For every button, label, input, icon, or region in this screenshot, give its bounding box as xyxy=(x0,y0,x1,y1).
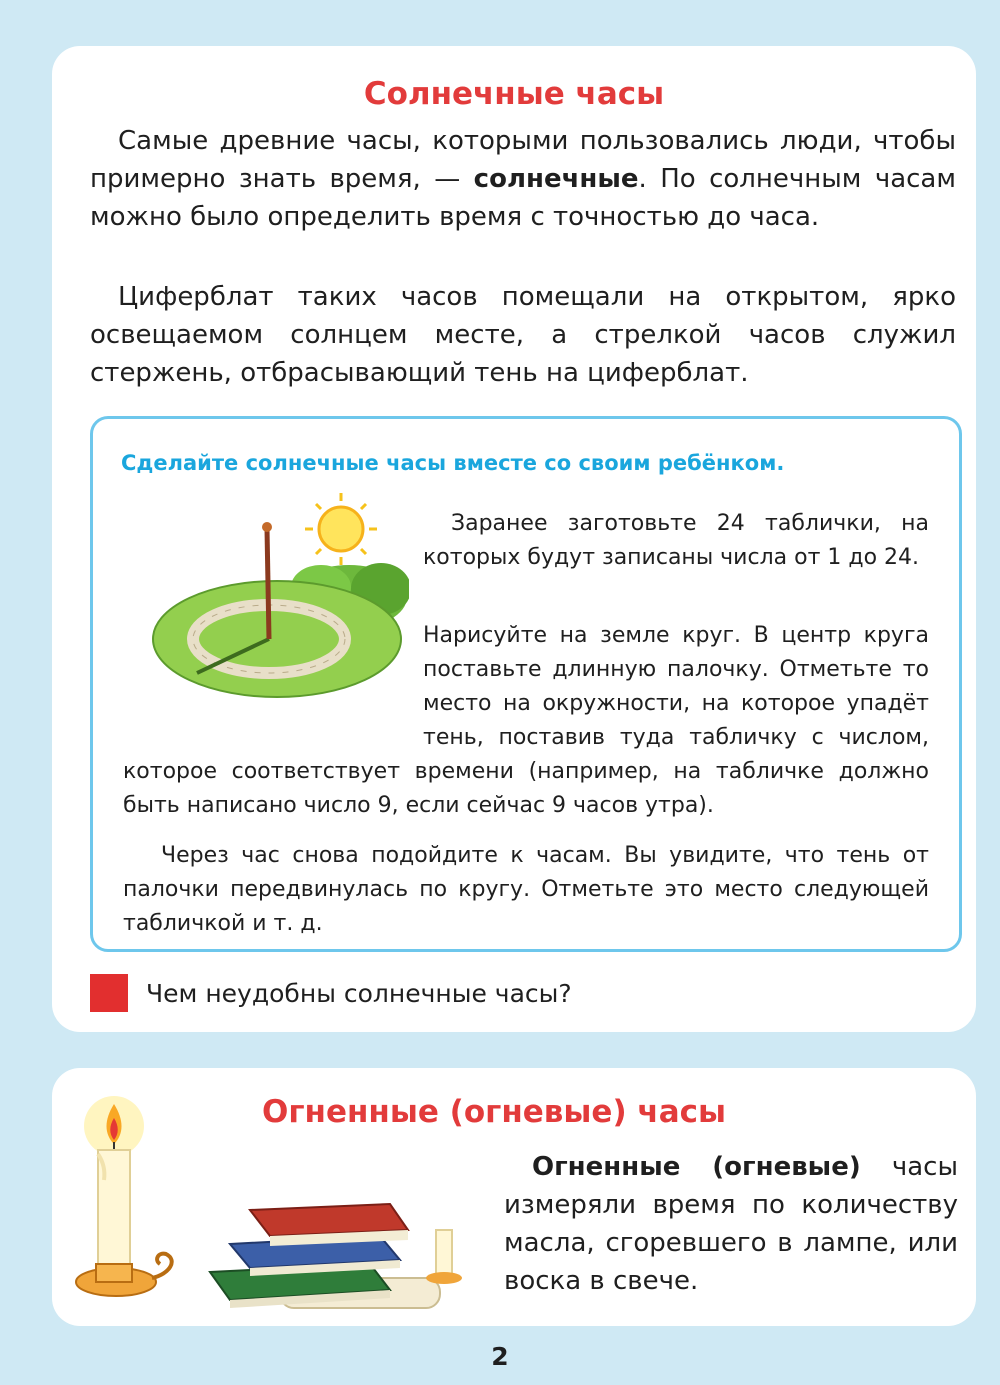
text-span: часы измеряли время по количеству масла, сгоревшего в лампе, или воска в свече. xyxy=(504,1152,958,1296)
page-number: 2 xyxy=(491,1342,509,1371)
fire-clock-section xyxy=(52,1068,976,1326)
section-title: Огненные (огневые) часы xyxy=(261,1094,727,1130)
text-span: Самые древние часы, которыми пользовались люди, чтобы примерно знать время, — xyxy=(90,126,956,194)
question-marker-square xyxy=(90,974,128,1012)
fire-clock-paragraph xyxy=(504,1148,958,1300)
activity-box xyxy=(90,416,962,952)
section-title: Солнечные часы xyxy=(363,76,665,112)
activity-paragraph-2 xyxy=(123,619,929,823)
illustration-spacer xyxy=(123,619,423,723)
text-span: Нарисуйте на земле круг. В центр круга поставьте длинную палочку. Отметьте то место на окружности, на которое упадёт тень, поставив туда табличку с числом, которое соответствует времени (например, на табличке должно быть написано число 9, если сейчас 9 часов утра). xyxy=(123,623,929,818)
bold-term: Огненные (огневые) xyxy=(532,1152,861,1182)
activity-paragraph-1: Заранее заготовьте 24 таблички, на которых будут записаны числа от 1 до 24. xyxy=(423,511,929,570)
dial-paragraph: Циферблат таких часов помещали на открытом, ярко освещаемом солнцем месте, а стрелкой часов служил стержень, отбрасывающий тень на циферблат. xyxy=(90,282,956,388)
text-span: . По солнечным часам можно было определить время с точностью до часа. xyxy=(90,164,956,232)
activity-title: Сделайте солнечные часы вместе со своим ребёнком. xyxy=(121,451,785,475)
sundial-section xyxy=(52,46,976,1032)
candle-illustration xyxy=(66,1086,186,1316)
intro-paragraph xyxy=(90,122,956,236)
question-text: Чем неудобны солнечные часы? xyxy=(146,978,572,1008)
activity-paragraph-3: Через час снова подойдите к часам. Вы увидите, что тень от палочки передвинулась по кругу. Отметьте это место следующей табличкой и т. д. xyxy=(123,843,929,936)
books-illustration xyxy=(190,1160,480,1320)
bold-term: солнечные xyxy=(473,164,639,194)
question-row xyxy=(90,974,572,1012)
